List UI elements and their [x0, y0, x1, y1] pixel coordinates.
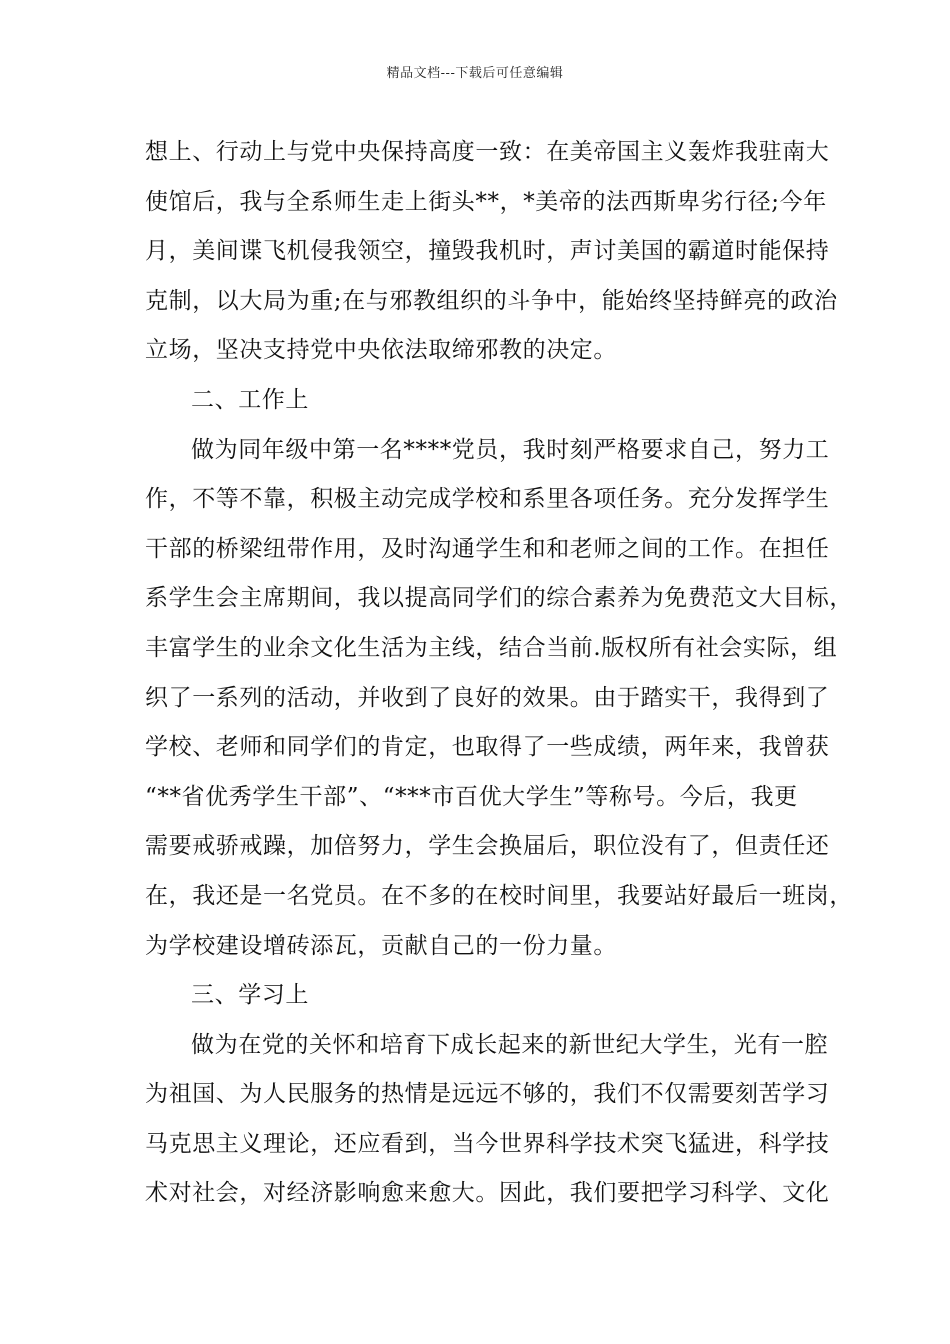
text-line: 立场，坚决支持党中央依法取缔邪教的决定。	[145, 337, 617, 364]
text-line: 马克思主义理论，还应看到，当今世界科学技术突飞猛进，科学技	[145, 1130, 830, 1157]
text-line: 为祖国、为人民服务的热情是远远不够的，我们不仅需要刻苦学习	[145, 1081, 830, 1108]
text-line: 丰富学生的业余文化生活为主线，结合当前.版权所有社会实际，组	[145, 634, 838, 661]
text-line: “**省优秀学生干部”、“***市百优大学生”等称号。今后，我更	[145, 783, 798, 810]
text-line: 学校、老师和同学们的肯定，也取得了一些成绩，两年来，我曾获	[145, 734, 830, 761]
text-line: 克制，以大局为重;在与邪教组织的斗争中，能始终坚持鲜亮的政治	[145, 287, 838, 314]
section-heading-study: 三、学习上	[191, 982, 309, 1009]
text-line: 想上、行动上与党中央保持高度一致：在美帝国主义轰炸我驻南大	[145, 139, 830, 165]
text-line: 在，我还是一名党员。在不多的在校时间里，我要站好最后一班岗，	[145, 882, 853, 909]
text-line: 系学生会主席期间，我以提高同学们的综合素养为免费范文大目标，	[145, 585, 853, 612]
text-line: 术对社会，对经济影响愈来愈大。因此，我们要把学习科学、文化	[145, 1180, 830, 1207]
text-line: 使馆后，我与全系师生走上街头**，*美帝的法西斯卑劣行径;今年	[145, 188, 827, 215]
text-line: 作，不等不靠，积极主动完成学校和系里各项任务。充分发挥学生	[145, 486, 830, 513]
text-line: 干部的桥梁纽带作用，及时沟通学生和和老师之间的工作。在担任	[145, 535, 830, 562]
page-header: 精品文档---下载后可任意编辑	[386, 66, 564, 81]
document-body	[145, 128, 853, 1219]
section-heading-work: 二、工作上	[191, 386, 309, 413]
text-line: 织了一系列的活动，并收到了良好的效果。由于踏实干，我得到了	[145, 684, 830, 711]
text-line: 做为同年级中第一名****党员，我时刻严格要求自己，努力工	[191, 436, 830, 463]
text-line: 做为在党的关怀和培育下成长起来的新世纪大学生，光有一腔	[191, 1031, 829, 1058]
text-line: 为学校建设增砖添瓦，贡献自己的一份力量。	[145, 932, 617, 959]
text-line: 月，美间谍飞机侵我领空，撞毁我机时，声讨美国的霸道时能保持	[145, 238, 830, 265]
text-line: 需要戒骄戒躁，加倍努力，学生会换届后，职位没有了，但责任还	[145, 833, 830, 860]
